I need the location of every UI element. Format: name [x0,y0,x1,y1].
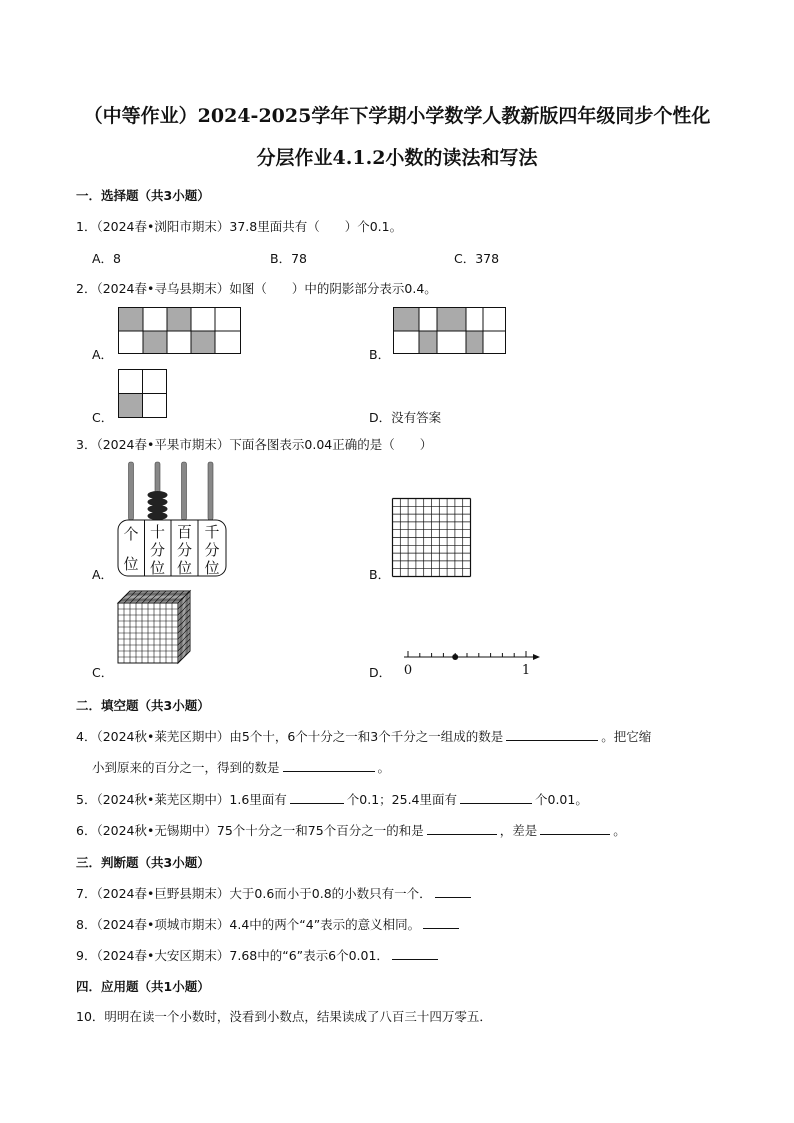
number-line-label-0: 0 [403,663,413,678]
question-10-text: 10．明明在读一个小数时，没看到小数点，结果读成了八百三十四万零五． [76,1009,492,1024]
abacus-label-ones-1: 个 [123,525,139,543]
q4-text-part4: 。 [377,760,391,775]
q3-option-c-label[interactable]: C． [92,665,114,680]
q6-text-part2: ，差是 [499,823,538,838]
q2-option-a-label[interactable]: A． [92,347,114,362]
page-title-line1: （中等作业）2024-2025学年下学期小学数学人教新版四年级同步个性化 [83,105,711,127]
q8-blank[interactable] [423,915,459,929]
q5-text-part2: 个0.1；25.4里面有 [346,792,457,807]
number-line-arrow-icon [533,654,540,660]
q5-blank-2[interactable] [460,790,532,804]
abacus-label-hundredths-2: 分 [176,541,193,559]
q7-text: 7．（2024春•巨野县期末）大于0.6而小于0.8的小数只有一个． [76,886,432,901]
question-6 [76,821,626,840]
q3-option-d-label[interactable]: D． [369,665,392,680]
q9-text: 9．（2024春•大安区期末）7.68中的“6”表示6个0.01． [76,948,389,963]
q1-option-b[interactable]: B．78 [270,251,307,266]
section-heading-judge: 三．判断题（共3小题） [76,855,210,870]
q1-option-a[interactable]: A．8 [92,251,122,266]
q9-blank[interactable] [392,946,438,960]
q2-figure-c-grid [118,369,168,419]
number-line-label-1: 1 [521,663,531,678]
question-4-line1 [76,727,651,746]
q5-text-part3: 个0.01。 [535,792,588,807]
question-5 [76,790,588,809]
section-heading-fill: 二．填空题（共3小题） [76,698,210,713]
q4-blank-2[interactable] [283,758,375,772]
q6-text-part1: 6．（2024秋•无锡期中）75个十分之一和75个百分之一的和是 [76,823,424,838]
q3-option-b-label[interactable]: B． [369,567,391,582]
question-7 [76,884,474,903]
abacus-label-tenths-3: 位 [149,559,166,577]
question-4-line2 [92,758,390,777]
q2-figure-a-grid [118,307,242,355]
q8-text: 8．（2024春•项城市期末）4.4中的两个“4”表示的意义相同。 [76,917,421,932]
q3-figure-d-number-line [396,648,542,678]
section-heading-choice: 一．选择题（共3小题） [76,188,210,203]
q4-text-part1: 4．（2024秋•莱芜区期中）由5个十，6个十分之一和3个千分之一组成的数是 [76,729,504,744]
number-line-point [452,654,458,660]
q1-option-c[interactable]: C．378 [454,251,500,266]
abacus-label-hundredths-1: 百 [176,523,193,541]
abacus-label-tenths-2: 分 [149,541,166,559]
q2-option-d[interactable]: D．没有答案 [369,410,442,425]
q4-text-part2: 。把它缩 [601,729,652,744]
q4-text-part3: 小到原来的百分之一，得到的数是 [92,760,280,775]
q3-figure-c-thousand-cube [117,591,201,675]
q2-option-c-label[interactable]: C． [92,410,114,425]
abacus-label-ones-2: 位 [123,555,139,573]
question-2-text: 2．（2024春•寻乌县期末）如图（ ）中的阴影部分表示0.4。 [76,281,437,296]
q2-option-b-label[interactable]: B． [369,347,391,362]
q6-text-part3: 。 [613,823,626,838]
abacus-label-thousandths-1: 千 [204,523,220,541]
question-8 [76,915,462,934]
q6-blank-1[interactable] [427,821,497,835]
q3-option-a-label[interactable]: A． [92,567,114,582]
question-1-text: 1．（2024春•浏阳市期末）37.8里面共有（ ）个0.1。 [76,219,403,234]
q4-blank-1[interactable] [506,727,598,741]
q6-blank-2[interactable] [540,821,610,835]
q3-figure-a-abacus [117,460,229,578]
q7-blank[interactable] [435,884,471,898]
abacus-label-tenths-1: 十 [149,523,166,541]
q2-figure-b-grid [393,307,507,355]
q5-text-part1: 5．（2024秋•莱芜区期中）1.6里面有 [76,792,287,807]
question-3-text: 3．（2024春•平果市期末）下面各图表示0.04正确的是（ ） [76,437,433,452]
section-heading-application: 四．应用题（共1小题） [76,979,210,994]
abacus-label-hundredths-3: 位 [176,559,193,577]
abacus-label-thousandths-3: 位 [204,559,220,577]
page-title-line2: 分层作业4.1.2小数的读法和写法 [256,147,538,169]
question-9 [76,946,441,965]
q5-blank-1[interactable] [290,790,344,804]
abacus-label-thousandths-2: 分 [204,541,220,559]
q3-figure-b-hundred-grid [392,498,472,578]
